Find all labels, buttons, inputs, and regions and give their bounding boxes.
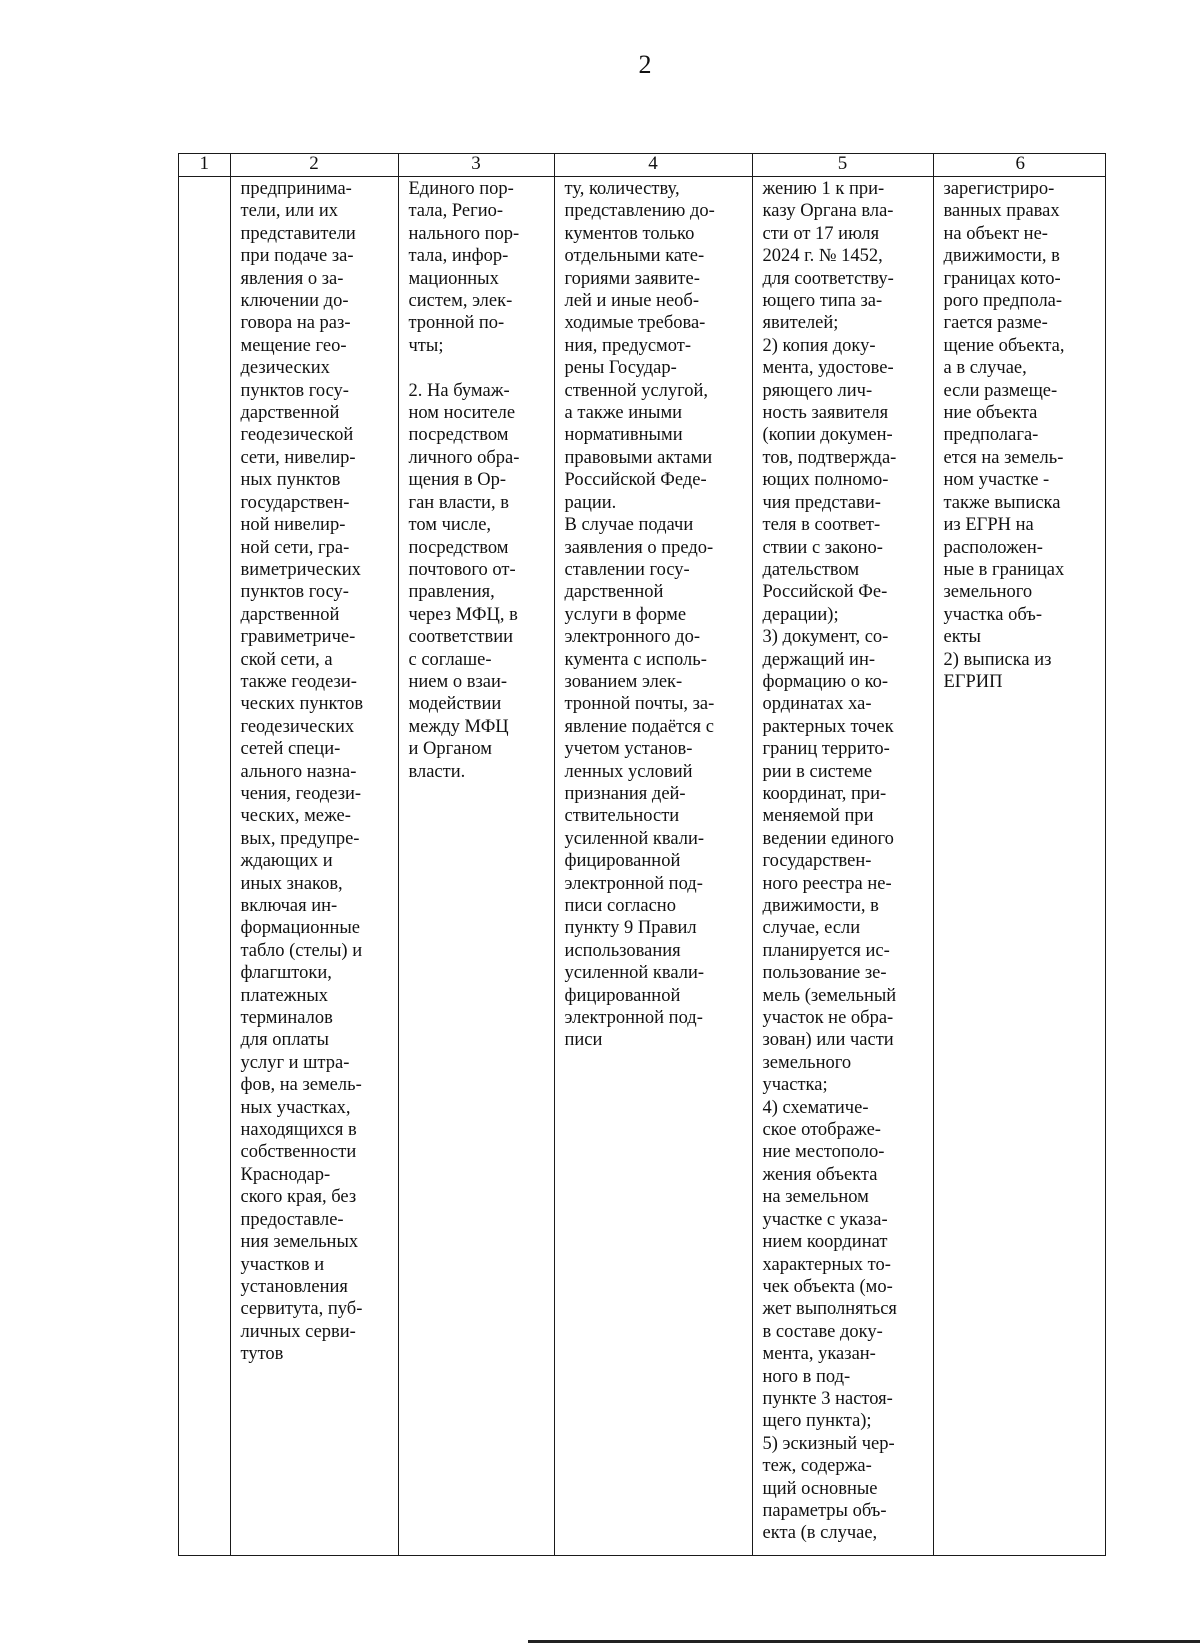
table-cell-col4 bbox=[554, 177, 752, 1556]
cell-text-col4: ту, количеству, представлению до- кументов только отдельными кате- гориями заявите- лей и иные необ- ходимые требова- ния, предусмот- рены Государ- ственной услугой, а также иными нормативными правовыми актами Российской Феде- рации. В случае подачи заявления о предо- ставлении госу- дарственной услуги в форме электронного до- кумента с исполь- зованием элек- тронной почты, за- явление подаётся с учетом установ- ленных условий признания дей- ствительности усиленной квали- фицированной электронной под- писи согласно пункту 9 Правил использования усиленной квали- фицированной электронной под- писи bbox=[564, 179, 715, 1051]
cell-text-col3: Единого пор- тала, Регио- нального пор- тала, инфор- мационных систем, элек- тронной по- чты; 2. На бумаж- ном носителе посредством личного обра- щения в Ор- ган власти, в том числе, посредством почтового от- правления, через МФЦ, в соответствии с соглаше- нием о взаи- модействии между МФЦ и Органом власти. bbox=[408, 179, 520, 782]
table-cell-col6 bbox=[933, 177, 1106, 1556]
cell-text-col5: жению 1 к при- казу Органа вла- сти от 17 июля 2024 г. № 1452, для соответству- ющего типа за- явителей; 2) копия доку- мента, удостове- ряющего лич- ность заявителя (копии докумен- тов, подтвержда- ющих полномо- чия представи- теля в соответ- ствии с законо- дательством Российской Фе- дерации); 3) документ, со- держащий ин- формацию о ко- ординатах ха- рактерных точек границ террито- рии в системе координат, при- меняемой при ведении единого государствен- ного реестра не- движимости, в случае, если планируется ис- пользование зе- мель (земельный участок не обра- зован) или части земельного участка; 4) схематиче- ское отображе- ние местополо- жения объекта на земельном участке с указа- нием координат характерных то- чек объекта (мо- жет выполняться в составе доку- мента, указан- ного в под- пункте 3 настоя- щего пункта); 5) эскизный чер- теж, содержа- щий основные параметры объ- екта (в случае, bbox=[762, 179, 897, 1544]
cell-text-col6: зарегистриро- ванных правах на объект не- движимости, в границах кото- рого предпола- гается разме- щение объекта, а в случае, если размеще- ние объекта предполага- ется на земель- ном участке - также выписка из ЕГРН на расположен- ные в границах земельного участка объ- екты 2) выписка из ЕГРИП bbox=[943, 179, 1065, 692]
table-cell-col3 bbox=[398, 177, 554, 1556]
cell-text-col2: предпринима- тели, или их представители при подаче за- явления о за- ключении до- говора на раз- мещение гео- дезических пунктов госу- дарственной геодезической сети, нивелир- ных пунктов государствен- ной нивелир- ной сети, гра- виметрических пунктов госу- дарственной гравиметриче- ской сети, а также геодези- ческих пунктов геодезических сетей специ- ального назна- чения, геодези- ческих, меже- вых, предупре- ждающих и иных знаков, включая ин- формационные табло (стелы) и флагштоки, платежных терминалов для оплаты услуг и штра- фов, на земель- ных участках, находящихся в собственности Краснодар- ского края, без предоставле- ния земельных участков и установления сервитута, пуб- личных серви- тутов bbox=[240, 179, 364, 1365]
scan-edge-line bbox=[528, 1640, 1200, 1643]
document-table bbox=[178, 153, 1106, 1556]
table-header-row bbox=[179, 154, 1106, 177]
table-grid bbox=[179, 154, 1106, 1555]
column-header-5: 5 bbox=[752, 154, 933, 177]
table-cell-col5 bbox=[752, 177, 933, 1556]
column-header-2: 2 bbox=[230, 154, 398, 177]
column-header-3: 3 bbox=[398, 154, 554, 177]
page-number: 2 bbox=[638, 50, 652, 79]
table-cell-col1 bbox=[179, 177, 230, 1556]
column-header-4: 4 bbox=[554, 154, 752, 177]
column-header-1: 1 bbox=[179, 154, 230, 177]
cell-text-col1 bbox=[179, 177, 230, 178]
table-row bbox=[179, 177, 1106, 1556]
table-cell-col2 bbox=[230, 177, 398, 1556]
column-header-6: 6 bbox=[933, 154, 1106, 177]
